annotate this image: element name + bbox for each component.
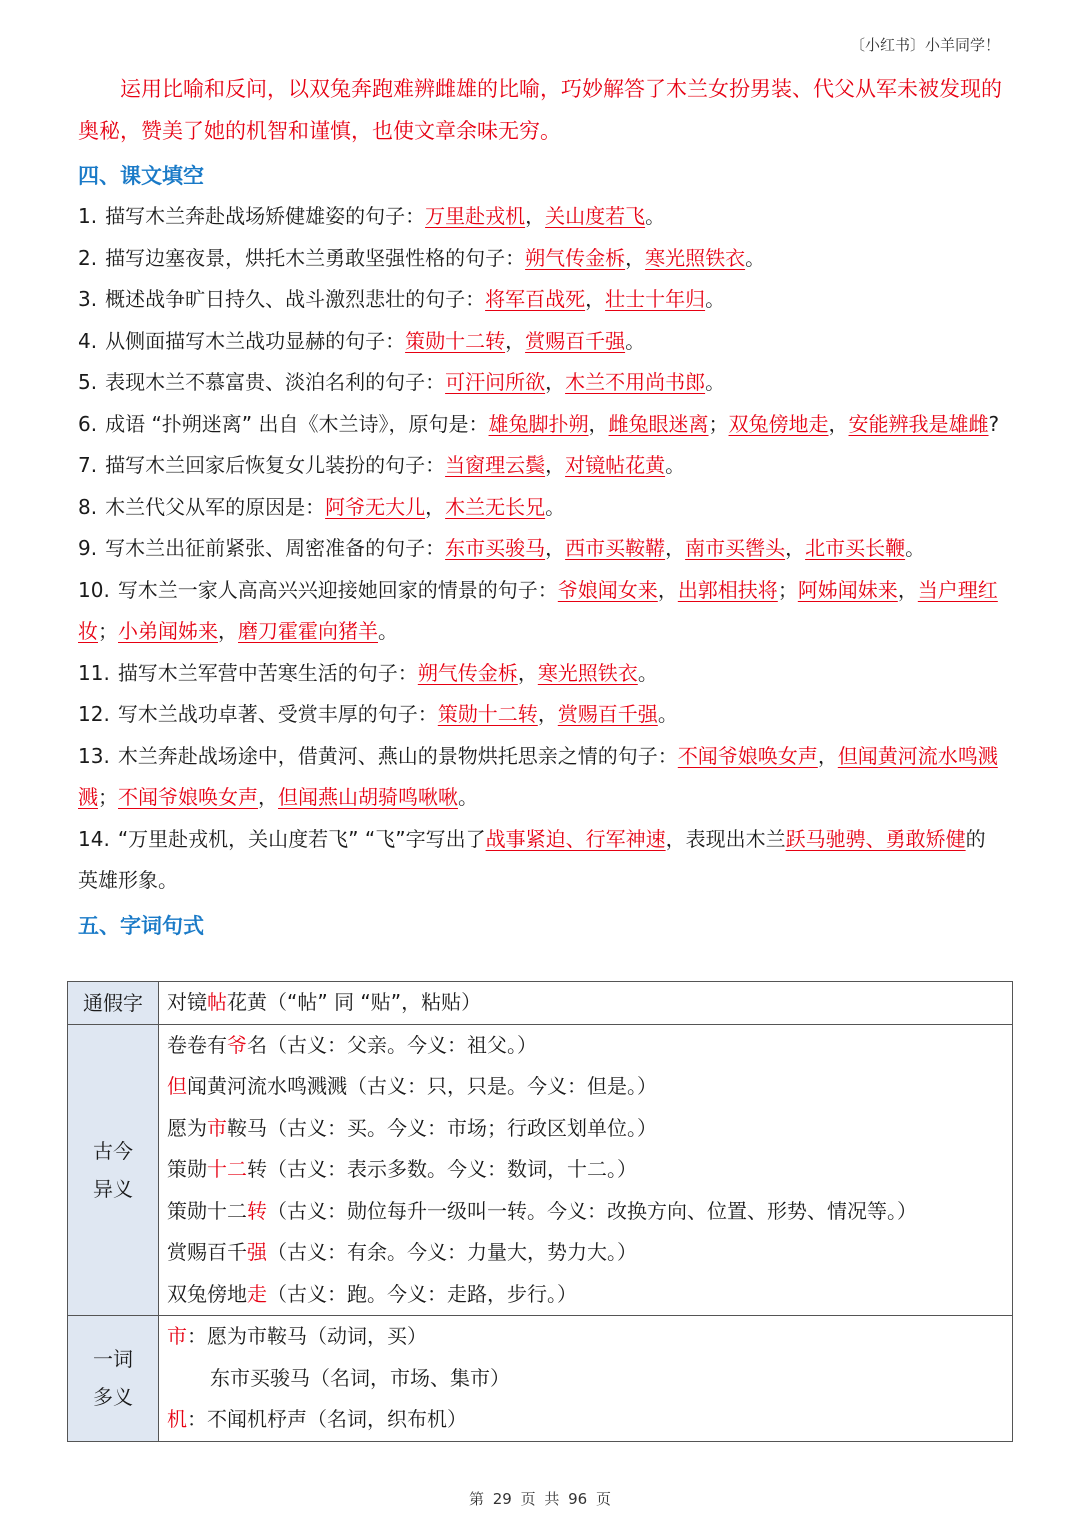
row-content	[159, 1024, 1013, 1316]
item-answer: 北市买长鞭	[805, 536, 906, 560]
item-answer: 雌兔眼迷离	[608, 411, 709, 436]
line-text: 名（古义：父亲。今义：祖父。）	[247, 1032, 537, 1057]
line-text: 双兔傍地	[167, 1281, 247, 1306]
row-line	[167, 1316, 1012, 1358]
item-punct: 。	[545, 494, 566, 519]
item-number: 4.	[78, 328, 98, 353]
line-text: 卷卷有	[167, 1032, 227, 1057]
item-answer: 万里赴戎机	[425, 204, 526, 228]
item-punct: ?	[988, 411, 1000, 436]
item-number: 3.	[78, 287, 98, 311]
line-keyword: 帖	[207, 990, 227, 1014]
item-punct: ，	[585, 287, 606, 311]
line-text: ：不闻机杼声（名词，织布机）	[187, 1407, 467, 1431]
item-question: 写木兰出征前紧张、周密准备的句子：	[105, 536, 446, 560]
item-answer: 木兰无长兄	[445, 494, 546, 519]
list-item	[78, 196, 1002, 238]
item-question: 从侧面描写木兰战功显赫的句子：	[105, 328, 406, 353]
item-punct: ，	[657, 577, 678, 602]
row-line	[167, 1399, 1012, 1441]
item-punct: ，	[897, 577, 918, 602]
table-row	[68, 1316, 1013, 1442]
row-line	[167, 1066, 1012, 1108]
line-text: 花黄（“帖” 同 “贴”，粘贴）	[227, 990, 482, 1014]
item-punct: ，	[517, 660, 538, 685]
line-keyword: 但	[167, 1074, 187, 1098]
item-question: 木兰奔赴战场途中，借黄河、燕山的景物烘托思亲之情的句子：	[117, 743, 678, 768]
table-row	[68, 1024, 1013, 1316]
list-item	[78, 528, 1002, 570]
line-text: 策勋	[167, 1157, 207, 1181]
list-item	[78, 694, 1002, 736]
section-title-words: 五、字词句式	[78, 913, 204, 938]
list-item	[78, 321, 1002, 363]
row-line	[167, 1108, 1012, 1150]
list-item	[78, 362, 1002, 404]
item-number: 6.	[78, 411, 98, 436]
item-answer: 出郭相扶将	[677, 577, 778, 602]
item-punct: ，	[545, 536, 566, 560]
item-punct: ，	[525, 204, 546, 228]
main-content	[78, 68, 1002, 946]
item-question: 表现木兰不慕富贵、淡泊名利的句子：	[105, 370, 446, 394]
item-punct: ，	[817, 743, 838, 768]
item-number: 13.	[78, 743, 110, 768]
item-answer: 但闻燕山胡骑鸣啾啾	[278, 785, 458, 809]
item-answer: 赏赐百千强	[557, 702, 658, 726]
line-keyword: 爷	[227, 1032, 247, 1057]
words-table	[67, 981, 1013, 1442]
line-keyword: 十二	[207, 1157, 247, 1181]
item-number: 10.	[78, 577, 110, 602]
line-text: （古义：勋位每升一级叫一转。今义：改换方向、位置、形势、情况等。）	[267, 1198, 917, 1223]
item-number: 8.	[78, 494, 98, 519]
item-question: 描写木兰回家后恢复女儿装扮的句子：	[105, 453, 446, 477]
item-answer: 木兰不用尚书郎	[565, 370, 706, 394]
item-question: 成语 “扑朔迷离” 出自《木兰诗》，原句是：	[105, 411, 489, 436]
item-punct: ；	[98, 785, 118, 809]
item-answer: 但闻黄河流水鸣溅溅	[78, 743, 998, 809]
item-answer: 朔气传金柝	[525, 245, 626, 270]
item-answer: 将军百战死	[485, 287, 586, 311]
row-label-text: 异义	[93, 1176, 133, 1201]
row-label-text: 一词	[93, 1347, 133, 1372]
line-text: （古义：跑。今义：走路，步行。）	[267, 1281, 577, 1306]
item-punct: ；	[777, 577, 798, 602]
item-answer: 双兔傍地走	[728, 411, 829, 436]
list-item	[78, 653, 1002, 695]
item-punct: ，	[218, 619, 238, 643]
item-answer: 策勋十二转	[437, 702, 538, 726]
row-label-text: 多义	[93, 1385, 133, 1410]
line-keyword: 走	[247, 1281, 267, 1306]
item-punct: 。	[705, 287, 726, 311]
list-item	[78, 570, 1002, 653]
item-answer: 可汗问所欲	[445, 370, 546, 394]
section-title-fill-in: 四、课文填空	[78, 164, 204, 188]
item-answer: 南市买辔头	[685, 536, 786, 560]
item-punct: ，	[785, 536, 806, 560]
row-label	[68, 1024, 159, 1316]
row-line	[167, 1191, 1012, 1233]
line-text: 策勋十二	[167, 1198, 247, 1223]
line-keyword: 市	[207, 1115, 227, 1140]
item-question: 概述战争旷日持久、战斗激烈悲壮的句子：	[105, 287, 486, 311]
list-item	[78, 404, 1002, 446]
item-question: 描写木兰奔赴战场矫健雄姿的句子：	[105, 204, 426, 228]
row-line	[167, 982, 1012, 1024]
list-item	[78, 819, 1002, 902]
item-punct: 。	[378, 619, 398, 643]
item-answer: 磨刀霍霍向猪羊	[238, 619, 378, 643]
row-line	[167, 1025, 1012, 1067]
item-question: 木兰代父从军的原因是：	[105, 494, 326, 519]
item-answer: 东市买骏马	[445, 536, 546, 560]
line-text: 转（古义：表示多数。今义：数词，十二。）	[247, 1157, 637, 1181]
item-number: 11.	[78, 660, 110, 685]
item-punct: 。	[705, 370, 726, 394]
item-punct: ，	[258, 785, 278, 809]
item-punct: ，	[588, 411, 609, 436]
row-content	[159, 1316, 1013, 1442]
line-text: ：愿为市鞍马（动词，买）	[187, 1324, 427, 1348]
item-answer: 跃马驰骋、勇敢矫健	[785, 826, 966, 851]
item-question: 描写边塞夜景，烘托木兰勇敢坚强性格的句子：	[105, 245, 526, 270]
item-answer: 战事紧迫、行军神速	[485, 826, 666, 851]
item-punct: ；	[708, 411, 729, 436]
item-number: 1.	[78, 204, 98, 228]
item-answer: 寒光照铁衣	[537, 660, 638, 685]
item-answer: 安能辨我是雄雌	[848, 411, 989, 436]
item-answer: 爷娘闻女来	[557, 577, 658, 602]
item-question: 描写木兰军营中苦寒生活的句子：	[117, 660, 418, 685]
item-number: 7.	[78, 453, 98, 477]
line-text: （古义：有余。今义：力量大，势力大。）	[267, 1240, 637, 1264]
table-row	[68, 982, 1013, 1025]
item-answer: 西市买鞍鞯	[565, 536, 666, 560]
line-text: 鞍马（古义：买。今义：市场；行政区划单位。）	[227, 1115, 657, 1140]
row-label	[68, 1316, 159, 1442]
line-text: 东市买骏马（名词，市场、集市）	[210, 1365, 510, 1390]
item-punct: ，	[665, 536, 686, 560]
list-item	[78, 279, 1002, 321]
row-label-text: 古今	[93, 1138, 133, 1163]
item-number: 14.	[78, 826, 110, 851]
item-punct: 。	[458, 785, 478, 809]
item-punct: ，	[545, 453, 566, 477]
line-text: 赏赐百千	[167, 1240, 247, 1264]
item-punct: ，	[537, 702, 558, 726]
row-line	[167, 1274, 1012, 1316]
item-punct: 。	[625, 328, 646, 353]
row-content	[159, 982, 1013, 1025]
item-punct: ，	[545, 370, 566, 394]
item-answer: 小弟闻姊来	[118, 619, 218, 643]
row-label	[68, 982, 159, 1025]
item-answer: 朔气传金柝	[417, 660, 518, 685]
row-line	[167, 1149, 1012, 1191]
item-answer: 阿爷无大儿	[325, 494, 426, 519]
item-number: 2.	[78, 245, 98, 270]
item-punct: ，	[505, 328, 526, 353]
item-answer: 壮士十年归	[605, 287, 706, 311]
item-punct: 的英雄形象。	[78, 826, 986, 892]
row-line	[167, 1232, 1012, 1274]
item-number: 12.	[78, 702, 110, 726]
item-answer: 雄兔脚扑朔	[488, 411, 589, 436]
list-item	[78, 445, 1002, 487]
item-answer: 不闻爷娘唤女声	[118, 785, 258, 809]
intro-paragraph: 运用比喻和反问，以双兔奔跑难辨雌雄的比喻，巧妙解答了木兰女扮男装、代父从军未被发现的奥秘，赞美了她的机智和谨慎，也使文章余味无穷。	[78, 77, 1002, 143]
line-keyword: 机	[167, 1407, 187, 1431]
item-question: “万里赴戎机，关山度若飞” “飞”字写出了	[117, 826, 486, 851]
line-keyword: 市	[167, 1324, 187, 1348]
item-number: 5.	[78, 370, 98, 394]
item-punct: 。	[905, 536, 926, 560]
item-answer: 对镜帖花黄	[565, 453, 666, 477]
item-punct: ；	[98, 619, 118, 643]
fill-in-list	[78, 196, 1002, 902]
list-item	[78, 238, 1002, 280]
item-answer: 赏赐百千强	[525, 328, 626, 353]
row-line	[167, 1358, 1012, 1400]
line-keyword: 强	[247, 1240, 267, 1264]
item-answer: 阿姊闻妹来	[797, 577, 898, 602]
item-punct: ，	[425, 494, 446, 519]
line-text: 对镜	[167, 990, 207, 1014]
row-label-text: 通假字	[83, 990, 143, 1015]
list-item	[78, 487, 1002, 529]
item-answer: 关山度若飞	[545, 204, 646, 228]
line-text: 愿为	[167, 1115, 207, 1140]
line-text: 闻黄河流水鸣溅溅（古义：只，只是。今义：但是。）	[187, 1074, 657, 1098]
list-item	[78, 736, 1002, 819]
item-answer: 当窗理云鬓	[445, 453, 546, 477]
line-keyword: 转	[247, 1198, 267, 1223]
item-punct: 。	[657, 702, 678, 726]
item-punct: 。	[745, 245, 766, 270]
item-punct: 。	[665, 453, 686, 477]
item-punct: ，	[625, 245, 646, 270]
item-punct: 。	[637, 660, 658, 685]
item-punct: ，表现出木兰	[665, 826, 786, 851]
page-number: 第 29 页 共 96 页	[468, 1490, 611, 1508]
item-punct: 。	[645, 204, 666, 228]
item-question: 写木兰一家人高高兴兴迎接她回家的情景的句子：	[117, 577, 558, 602]
item-punct: ，	[828, 411, 849, 436]
item-answer: 寒光照铁衣	[645, 245, 746, 270]
item-answer: 当户理红妆	[78, 577, 998, 643]
item-number: 9.	[78, 536, 98, 560]
header-note: 〔小红书〕小羊同学！	[849, 36, 1000, 54]
item-question: 写木兰战功卓著、受赏丰厚的句子：	[117, 702, 438, 726]
item-answer: 策勋十二转	[405, 328, 506, 353]
item-answer: 不闻爷娘唤女声	[677, 743, 818, 768]
